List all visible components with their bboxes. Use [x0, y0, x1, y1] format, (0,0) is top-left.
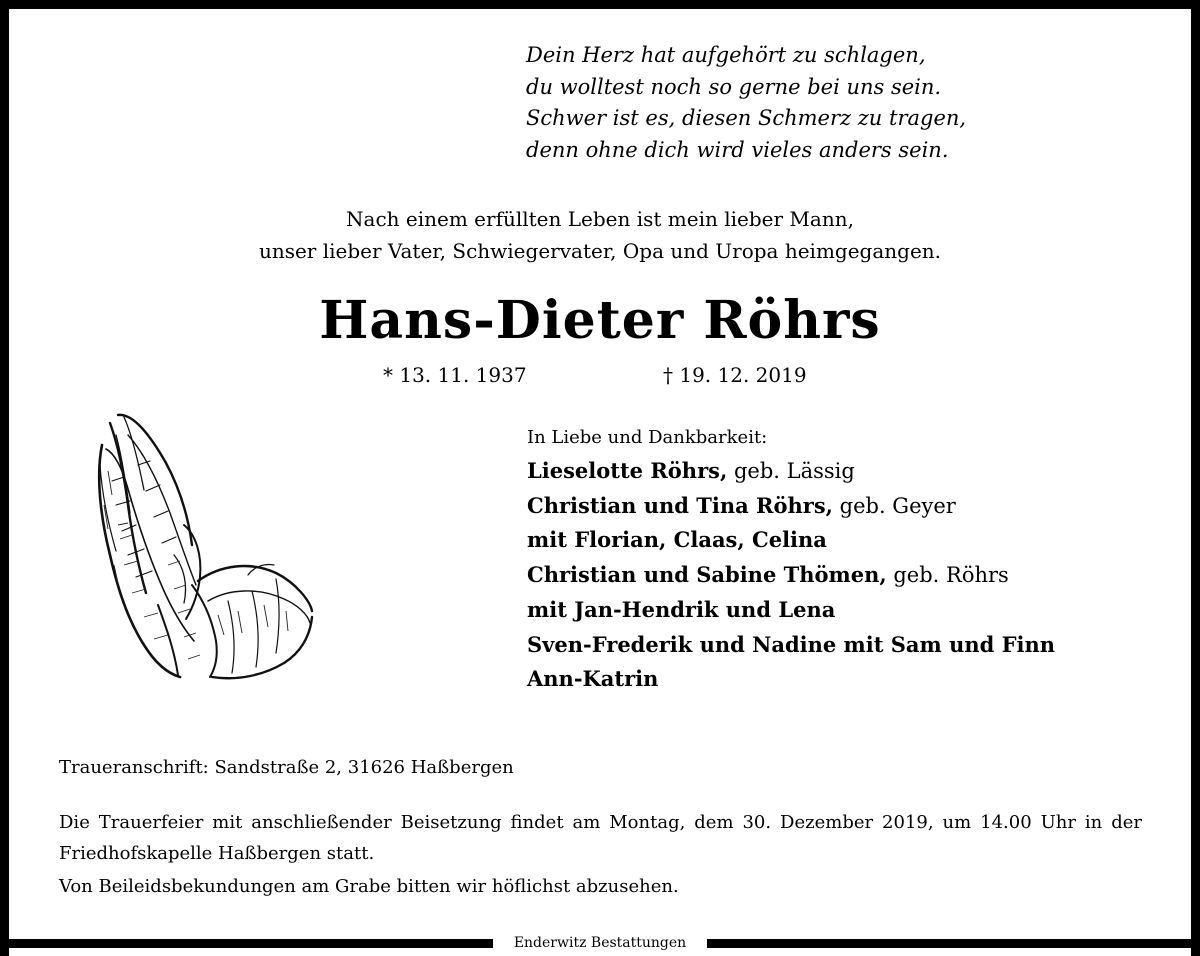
bottom-border-right	[707, 939, 1200, 948]
mourning-address: Traueranschrift: Sandstraße 2, 31626 Haßbergen	[59, 757, 514, 778]
intro-line-1: Nach einem erfüllten Leben ist mein lieber Mann,	[346, 207, 854, 231]
deceased-name: Hans-Dieter Röhrs	[319, 290, 881, 351]
member-maiden-name: geb. Geyer	[832, 493, 956, 518]
member-name: Sven-Frederik und Nadine mit Sam und Finn	[527, 631, 1056, 657]
funeral-home-label: Enderwitz Bestattungen	[513, 935, 687, 951]
ceremony-info: Die Trauerfeier mit anschließender Beisetzung findet am Montag, dem 30. Dezember 2019, um 14.00 Uhr in der Friedhofskapelle Haßbergen statt.	[59, 812, 1142, 864]
member-name: Lieselotte Röhrs,	[527, 458, 728, 483]
intro-line-2: unser lieber Vater, Schwiegervater, Opa und Uropa heimgegangen.	[258, 239, 942, 263]
family-member	[527, 489, 1055, 524]
member-name: Christian und Tina Röhrs,	[527, 492, 833, 518]
member-name: mit Jan-Hendrik und Lena	[527, 596, 836, 622]
poem-line: du wolltest noch so gerne bei uns sein.	[526, 74, 942, 99]
family-lead: In Liebe und Dankbarkeit:	[527, 427, 768, 448]
family-member	[527, 628, 1055, 663]
member-name: Christian und Sabine Thömen,	[527, 562, 887, 588]
poem-line: denn ohne dich wird vieles anders sein.	[526, 137, 949, 162]
family-member	[527, 523, 1055, 558]
family-member	[527, 662, 1055, 697]
member-maiden-name: geb. Lässig	[727, 459, 855, 483]
member-name: mit Florian, Claas, Celina	[527, 527, 827, 553]
member-maiden-name: geb. Röhrs	[886, 563, 1009, 588]
bottom-border-left	[0, 939, 493, 948]
condolence-request: Von Beileidsbekundungen am Grabe bitten wir höflichst abzusehen.	[59, 876, 679, 897]
family-member	[527, 454, 1055, 489]
poem-line: Dein Herz hat aufgehört zu schlagen,	[526, 43, 926, 67]
family-member	[527, 558, 1055, 593]
praying-hands-icon	[88, 405, 318, 687]
member-name: Ann-Katrin	[527, 666, 659, 692]
birth-date: * 13. 11. 1937	[383, 363, 527, 387]
intro-text	[0, 203, 1200, 267]
family-list	[527, 422, 1055, 697]
death-date: † 19. 12. 2019	[663, 363, 807, 387]
poem	[526, 40, 966, 166]
poem-line: Schwer ist es, diesen Schmerz zu tragen,	[526, 106, 967, 130]
family-member	[527, 593, 1055, 628]
